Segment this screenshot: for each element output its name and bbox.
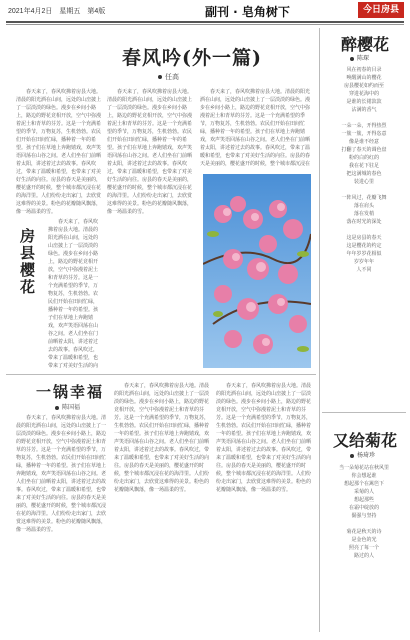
article-divider: [6, 374, 316, 375]
poem-1-line: 一阵风过，花瓣飞舞: [341, 195, 387, 201]
poem-1-author-name: 陈琛: [357, 55, 370, 62]
poem-1-line: 这是樱花的约定: [346, 243, 382, 249]
second-article-title: 一锅幸福: [36, 383, 105, 401]
main-body-col-1: 春天来了，春风吹拂着房县大地。清晨的阳光洒在山间，远处的山峦披上了一层淡淡的绿色。漫步在乡间小路上，路边的野花竞相开放，空气中弥漫着泥土和青草的芬芳。这是一个充满希望的季节，万物复苏，生机勃勃。农民们开始在田间忙碌，播种着一年的希望。孩子们在草地上奔跑嬉戏，欢声笑语回荡在山谷之间。老人们坐在门前晒着太阳，讲述着过去的故事。春风吹过，带来了温暖和希望，也带来了对美好生活的向往。房县的春天是美丽的，樱花盛开的时候，整个城市都沉浸在花的海洋里。人们纷纷走出家门，去欣赏这难得的美景。粉色的花瓣随风飘落，像一场温柔的雪。: [16, 89, 101, 215]
poem-2-body: [324, 464, 404, 634]
poem-1-line: 把这满城的春色: [346, 171, 382, 177]
poem-1-line: 粉的白的红的: [348, 155, 379, 161]
poem-2-author: [350, 450, 375, 459]
poem-1-author: [350, 53, 369, 62]
poem-2-title: 又给菊花: [332, 431, 397, 450]
poem-1-line: 房县樱花如约而至: [343, 83, 384, 89]
poem-1-body: [324, 66, 404, 406]
poem-1-line: 落在肩头: [353, 203, 374, 209]
poem-1-line: 一簇一簇，开得恣意: [341, 131, 387, 137]
poem-1-line: 落在时光的深处: [346, 219, 382, 225]
poem-2-line: 想起那个在篱笆下: [343, 481, 384, 487]
poem-1-line: 唤醒满山的樱花: [346, 75, 382, 81]
poem-1-line: 人不同: [356, 267, 372, 273]
main-body-col-2: 春天来了，春风吹拂着房县大地。清晨的阳光洒在山间，远处的山峦披上了一层淡淡的绿色。漫步在乡间小路上，路边的野花竞相开放，空气中弥漫着泥土和青草的芬芳。这是一个充满希望的季节，万物复苏，生机勃勃。农民们开始在田间忙碌，播种着一年的希望。孩子们在草地上奔跑嬉戏，欢声笑语回荡在山谷之间。老人们坐在门前晒着太阳，讲述着过去的故事。春风吹过，带来了温暖和希望，也带来了对美好生活的向往。房县的春天是美丽的，樱花盛开的时候，整个城市都沉浸在花的海洋里。人们纷纷走出家门，去欣赏这难得的美景。粉色的花瓣随风飘落，像一场温柔的雪。: [107, 89, 193, 215]
poem-1-line: 风在初春的目录: [346, 67, 382, 73]
poem-1-line: 年年岁岁花相似: [346, 251, 382, 257]
vertical-headline: 房县樱花: [18, 228, 36, 296]
poem-1-line: [324, 114, 404, 122]
main-body-col-3: 春天来了，春风吹拂着房县大地。清晨的阳光洒在山间，远处的山峦披上了一层淡淡的绿色。漫步在乡间小路上，路边的野花竞相开放，空气中弥漫着泥土和青草的芬芳。这是一个充满希望的季节，万物复苏，生机勃勃。农民们开始在田间忙碌，播种着一年的希望。孩子们在草地上奔跑嬉戏，欢声笑语回荡在山谷之间。老人们坐在门前晒着太阳，讲述着过去的故事。春风吹过，带来了温暖和希望，也带来了对美好生活的向往。房县的春天是美丽的，樱花盛开的时候，整个城市都沉浸在: [200, 89, 311, 167]
poem-1-line: 落在发梢: [353, 211, 374, 217]
poem-1-line: 装进心里: [353, 179, 374, 185]
poem-1-title: 醉樱花: [340, 35, 389, 54]
second-author-name: 陈国福: [62, 404, 81, 411]
author-bullet-icon: [350, 454, 354, 458]
poem-2-line: 采菊的人: [353, 489, 374, 495]
poem-2-line: [324, 520, 404, 528]
poem-1-line: 沾满的香气: [351, 107, 377, 113]
author-bullet-icon: [158, 75, 162, 79]
second-body-col-1: 春天来了，春风吹拂着房县大地。清晨的阳光洒在山间，远处的山峦披上了一层淡淡的绿色。漫步在乡间小路上，路边的野花竞相开放，空气中弥漫着泥土和青草的芬芳。这是一个充满希望的季节，万物复苏，生机勃勃。农民们开始在田间忙碌，播种着一年的希望。孩子们在草地上奔跑嬉戏，欢声笑语回荡在山谷之间。老人们坐在门前晒着太阳，讲述着过去的故事。春风吹过，带来了温暖和希望，也带来了对美好生活的向往。房县的春天是美丽的，樱花盛开的时候，整个城市都沉浸在花的海洋里。人们纷纷走出家门，去欣赏这难得的美景。粉色的花瓣随风飘落，像一场温柔的雪。: [16, 415, 107, 533]
poem-2-line: 倔强与坚持: [351, 513, 377, 519]
column-divider-right: [319, 28, 320, 632]
header-rule-thin: [6, 24, 404, 25]
poem-2-line: 路过的人: [353, 553, 374, 559]
section-title: 副刊 · 皂角树下: [205, 5, 290, 19]
poem-1-line: 像是谁不经意: [348, 139, 379, 145]
poem-divider: [322, 412, 406, 413]
poem-1-line: 是谁的长裙款款: [346, 99, 382, 105]
main-article-title: 春风吟(外一篇): [122, 47, 262, 69]
poem-2-line: 照亮了每一个: [348, 545, 379, 551]
poem-1-line: [324, 186, 404, 194]
author-bullet-icon: [55, 406, 59, 410]
header-rule: [6, 21, 404, 23]
poem-1-line: 一朵一朵，开得热烈: [341, 123, 387, 129]
poem-1-line: [324, 226, 404, 234]
cherry-blossom-photo: [203, 174, 311, 368]
poem-1-line: 岁岁年年: [353, 259, 374, 265]
main-body-col-1b: 春天来了，春风吹拂着房县大地。清晨的阳光洒在山间，远处的山峦披上了一层淡淡的绿色。漫步在乡间小路上，路边的野花竞相开放，空气中弥漫着泥土和青草的芬芳。这是一个充满希望的季节，万物复苏，生机勃勃。农民们开始在田间忙碌，播种着一年的希望。孩子们在草地上奔跑嬉戏，欢声笑语回荡在山谷之间。老人们坐在门前晒着太阳，讲述着过去的故事。春风吹过，带来了温暖和希望，也带来了对美好生活的向: [48, 219, 99, 368]
poem-1-line: 这是房县的春天: [346, 235, 382, 241]
poem-2-line: 在霜中绽放的: [348, 505, 379, 511]
poem-2-author-name: 杨琦珍: [357, 452, 376, 459]
poem-2-line: 当一朵菊花站在秋风里: [338, 465, 389, 471]
second-article-author: [55, 402, 80, 411]
main-author-name: 任高: [165, 73, 179, 81]
poem-2-line: 想起那些: [353, 497, 374, 503]
main-article-author: [158, 72, 179, 82]
poem-2-line: 是金色的光: [351, 537, 377, 543]
poem-1-line: 穿进花海中的: [348, 91, 379, 97]
second-body-col-3: 春天来了，春风吹拂着房县大地。清晨的阳光洒在山间，远处的山峦披上了一层淡淡的绿色。漫步在乡间小路上，路边的野花竞相开放，空气中弥漫着泥土和青草的芬芳。这是一个充满希望的季节，万物复苏，生机勃勃。农民们开始在田间忙碌，播种着一年的希望。孩子们在草地上奔跑嬉戏，欢声笑语回荡在山谷之间。老人们坐在门前晒着太阳，讲述着过去的故事。春风吹过，带来了温暖和希望，也带来了对美好生活的向往。房县的春天是美丽的，樱花盛开的时候，整个城市都沉浸在花的海洋里。人们纷纷走出家门，去欣赏这难得的美景。粉色的花瓣随风飘落，像一场温柔的雪。: [216, 383, 312, 493]
second-body-col-2: 春天来了，春风吹拂着房县大地。清晨的阳光洒在山间，远处的山峦披上了一层淡淡的绿色。漫步在乡间小路上，路边的野花竞相开放，空气中弥漫着泥土和青草的芬芳。这是一个充满希望的季节，万物复苏，生机勃勃。农民们开始在田间忙碌，播种着一年的希望。孩子们在草地上奔跑嬉戏，欢声笑语回荡在山谷之间。老人们坐在门前晒着太阳，讲述着过去的故事。春风吹过，带来了温暖和希望，也带来了对美好生活的向往。房县的春天是美丽的，樱花盛开的时候，整个城市都沉浸在花的海洋里。人们纷纷走出家门，去欣赏这难得的美景。粉色的花瓣随风飘落，像一场温柔的雪。: [114, 383, 210, 493]
newspaper-logo: 今日房县: [358, 2, 404, 18]
poem-1-line: 打翻了春天的调色盘: [341, 147, 387, 153]
poem-1-line: 我在花下驻足: [348, 163, 379, 169]
poem-2-line: 你会想起谁: [351, 473, 377, 479]
poem-2-line: 菊花是秋天的诗: [346, 529, 382, 535]
author-bullet-icon: [350, 57, 354, 61]
issue-date: 2021年4月2日 星期五 第4版: [8, 8, 106, 15]
